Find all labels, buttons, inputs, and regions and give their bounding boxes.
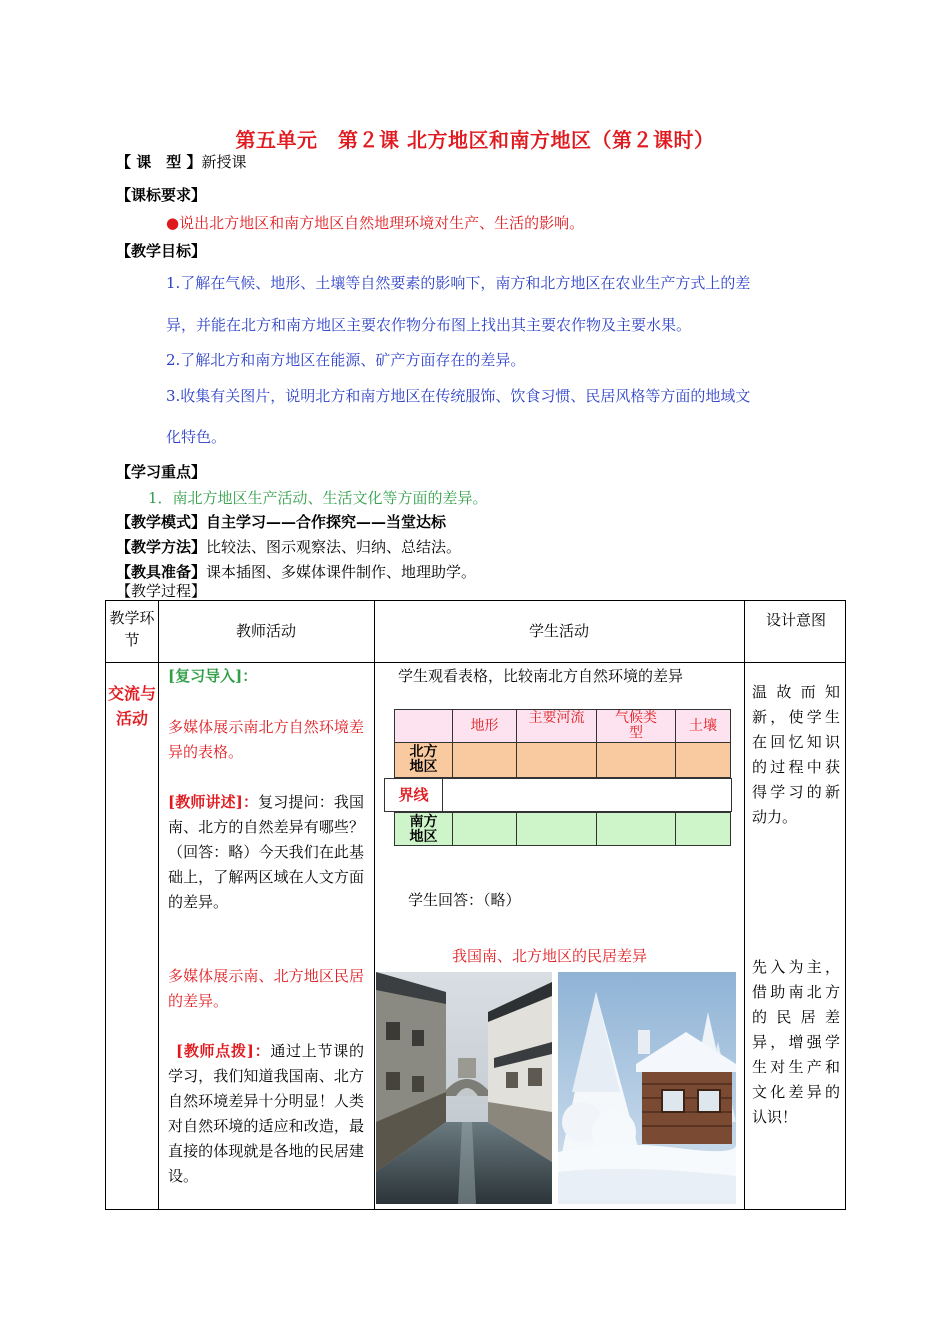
objective-line-3: 2.了解北方和南方地区在能源、矿产方面存在的差异。 [166,351,526,369]
standards-text: 说出北方地区和南方地区自然地理环境对生产、生活的影响。 [179,214,585,232]
compare-header: 地形 [452,709,517,743]
course-type-label: 【 课 型 】 [116,153,202,171]
south-cell [452,812,517,846]
lecture-tag: [教师讲述]： [168,793,259,811]
header-teacher: 教师活动 [235,622,296,640]
mode-value: 自主学习——合作探究——当堂达标 [206,513,447,531]
guide-text: 通过上节课的学习，我们知道我国南、北方自然环境差异十分明显！人类对自然环境的适应和改造，最直接的体现就是各地的民居建设。 [168,1042,364,1185]
objectives-label: 【教学目标】 [116,242,207,260]
stage-text: 交流与活动 [107,684,156,728]
compare-corner [394,709,453,743]
methods-row [116,537,461,557]
north-label: 北方地区 [394,742,453,778]
methods-value: 比较法、图示观察法、归纳、总结法。 [206,538,462,556]
snow-cabin-illustration [558,972,736,1204]
compare-header: 气候类型 [596,709,676,743]
lecture-text: 复习提问：我国南、北方的自然差异有哪些？（回答：略）今天我们在此基础上，了解两区域在人文方面的差异。 [168,793,364,911]
course-type-row [116,152,246,172]
review-text: 多媒体展示南北方自然环境差异的表格。 [168,718,364,761]
header-student: 学生活动 [528,622,589,640]
boundary-label: 界线 [385,779,443,811]
header-design: 设计意图 [765,611,826,629]
table-divider [106,662,845,663]
teacher-review [168,664,364,689]
north-cell [675,742,731,778]
methods-label: 【教学方法】 [116,538,207,556]
standards-label: 【课标要求】 [116,186,207,204]
tools-value: 课本插图、多媒体课件制作、地理助学。 [206,563,477,581]
design-text-2: 先入为主，借助南北方的民居差异，增强学生对生产和文化差异的认识！ [752,958,840,1126]
compare-header: 主要河流 [516,709,597,743]
photo-caption: 我国南、北方地区的民居差异 [452,947,648,965]
north-cell [452,742,517,778]
tools-label: 【教具准备】 [116,563,207,581]
page-title: 第五单元 第２课 北方地区和南方地区（第２课时） [235,128,715,152]
key-points-label: 【学习重点】 [116,463,207,481]
guide-tag: [教师点拨]： [176,1042,271,1060]
table-divider [158,601,159,1209]
student-answer: 学生回答：（略） [408,891,521,909]
objective-line-4: 3.收集有关图片，说明北方和南方地区在传统服饰、饮食习惯、民居风格等方面的地域文 [166,387,751,405]
teacher-lecture [168,790,364,915]
south-house-image [376,972,552,1204]
table-divider [744,601,745,1209]
south-cell [596,812,676,846]
north-house-image [558,972,736,1204]
student-intro: 学生观看表格，比较南北方自然环境的差异 [398,667,684,685]
objective-line-1: 1.了解在气候、地形、土壤等自然要素的影响下，南方和北方地区在农业生产方式上的差 [166,274,751,292]
table-divider [374,601,375,1209]
north-cell [596,742,676,778]
objective-line-2: 异，并能在北方和南方地区主要农作物分布图上找出其主要农作物及主要水果。 [166,316,692,334]
objective-line-5: 化特色。 [166,428,227,446]
south-cell [675,812,731,846]
design-text-1: 温故而知新，使学生在回忆知识的过程中获得学习的新动力。 [752,683,840,826]
show-text: 多媒体展示南、北方地区民居的差异。 [168,967,364,1010]
mode-label: 【教学模式】 [116,513,207,531]
south-label: 南方地区 [394,812,453,846]
bullet-icon: ● [166,214,180,232]
compare-header: 土壤 [675,709,731,743]
mode-row [116,512,446,532]
process-label: 【教学过程】 [116,582,207,600]
tools-row [116,562,476,582]
standards-text-row [166,213,584,233]
header-stage: 教学环节 [109,609,155,649]
north-cell [516,742,597,778]
canal-town-illustration [376,972,552,1204]
boundary-row [384,778,732,812]
course-type-value: 新授课 [201,153,247,171]
south-cell [516,812,597,846]
teacher-guide [168,1039,364,1189]
key-points-text: 1．南北方地区生产活动、生活文化等方面的差异。 [148,489,488,507]
review-tag: [复习导入]： [168,667,258,685]
